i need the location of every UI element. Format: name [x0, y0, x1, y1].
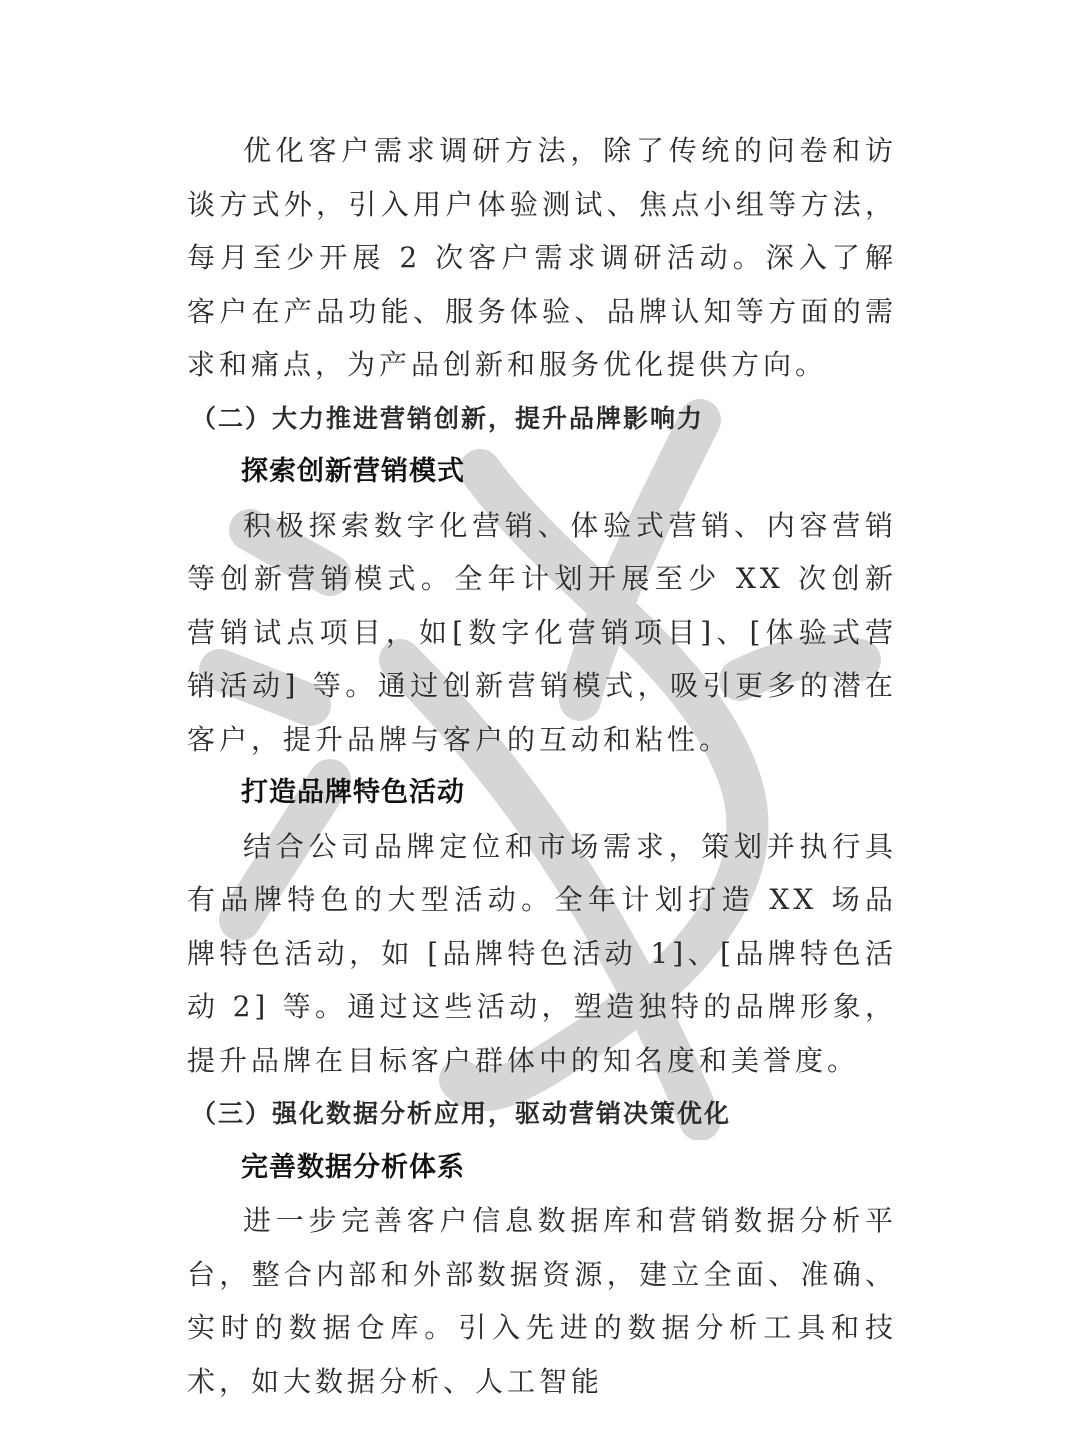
subheading-innovative-marketing: 探索创新营销模式 [241, 456, 465, 487]
subheading-data-system: 完善数据分析体系 [241, 1151, 465, 1183]
section-heading-data-analysis: （三）强化数据分析应用，驱动营销决策优化 [191, 1099, 732, 1128]
paragraph-customer-research: 优化客户需求调研方法，除了传统的问卷和访谈方式外，引入用户体验测试、焦点小组等方法，每月至少开展 2 次客户需求调研活动。深入了解客户在产品功能、服务体验、品牌认知等方面的需求和痛点，为产品创新和服务优化提供方向。 [187, 134, 897, 381]
paragraph-data-system: 进一步完善客户信息数据库和营销数据分析平台，整合内部和外部数据资源，建立全面、准确、实时的数据仓库。引入先进的数据分析工具和技术，如大数据分析、人工智能 [187, 1204, 897, 1398]
subheading-brand-events: 打造品牌特色活动 [241, 777, 465, 808]
paragraph-innovative-marketing: 积极探索数字化营销、体验式营销、内容营销等创新营销模式。全年计划开展至少 XX 次创新营销试点项目，如[数字化营销项目]、[体验式营销活动] 等。通过创新营销模式，吸引更多的潜在客户，提升品牌与客户的互动和粘性。 [187, 508, 897, 756]
document-body [187, 124, 897, 1408]
paragraph-brand-events: 结合公司品牌定位和市场需求，策划并执行具有品牌特色的大型活动。全年计划打造 XX 场品牌特色活动，如 [品牌特色活动 1]、[品牌特色活动 2] 等。通过这些活动，塑造独特的品牌形象，提升品牌在目标客户群体中的知名度和美誉度。 [187, 829, 897, 1077]
section-heading-marketing-innovation: （二）大力推进营销创新，提升品牌影响力 [191, 403, 705, 433]
